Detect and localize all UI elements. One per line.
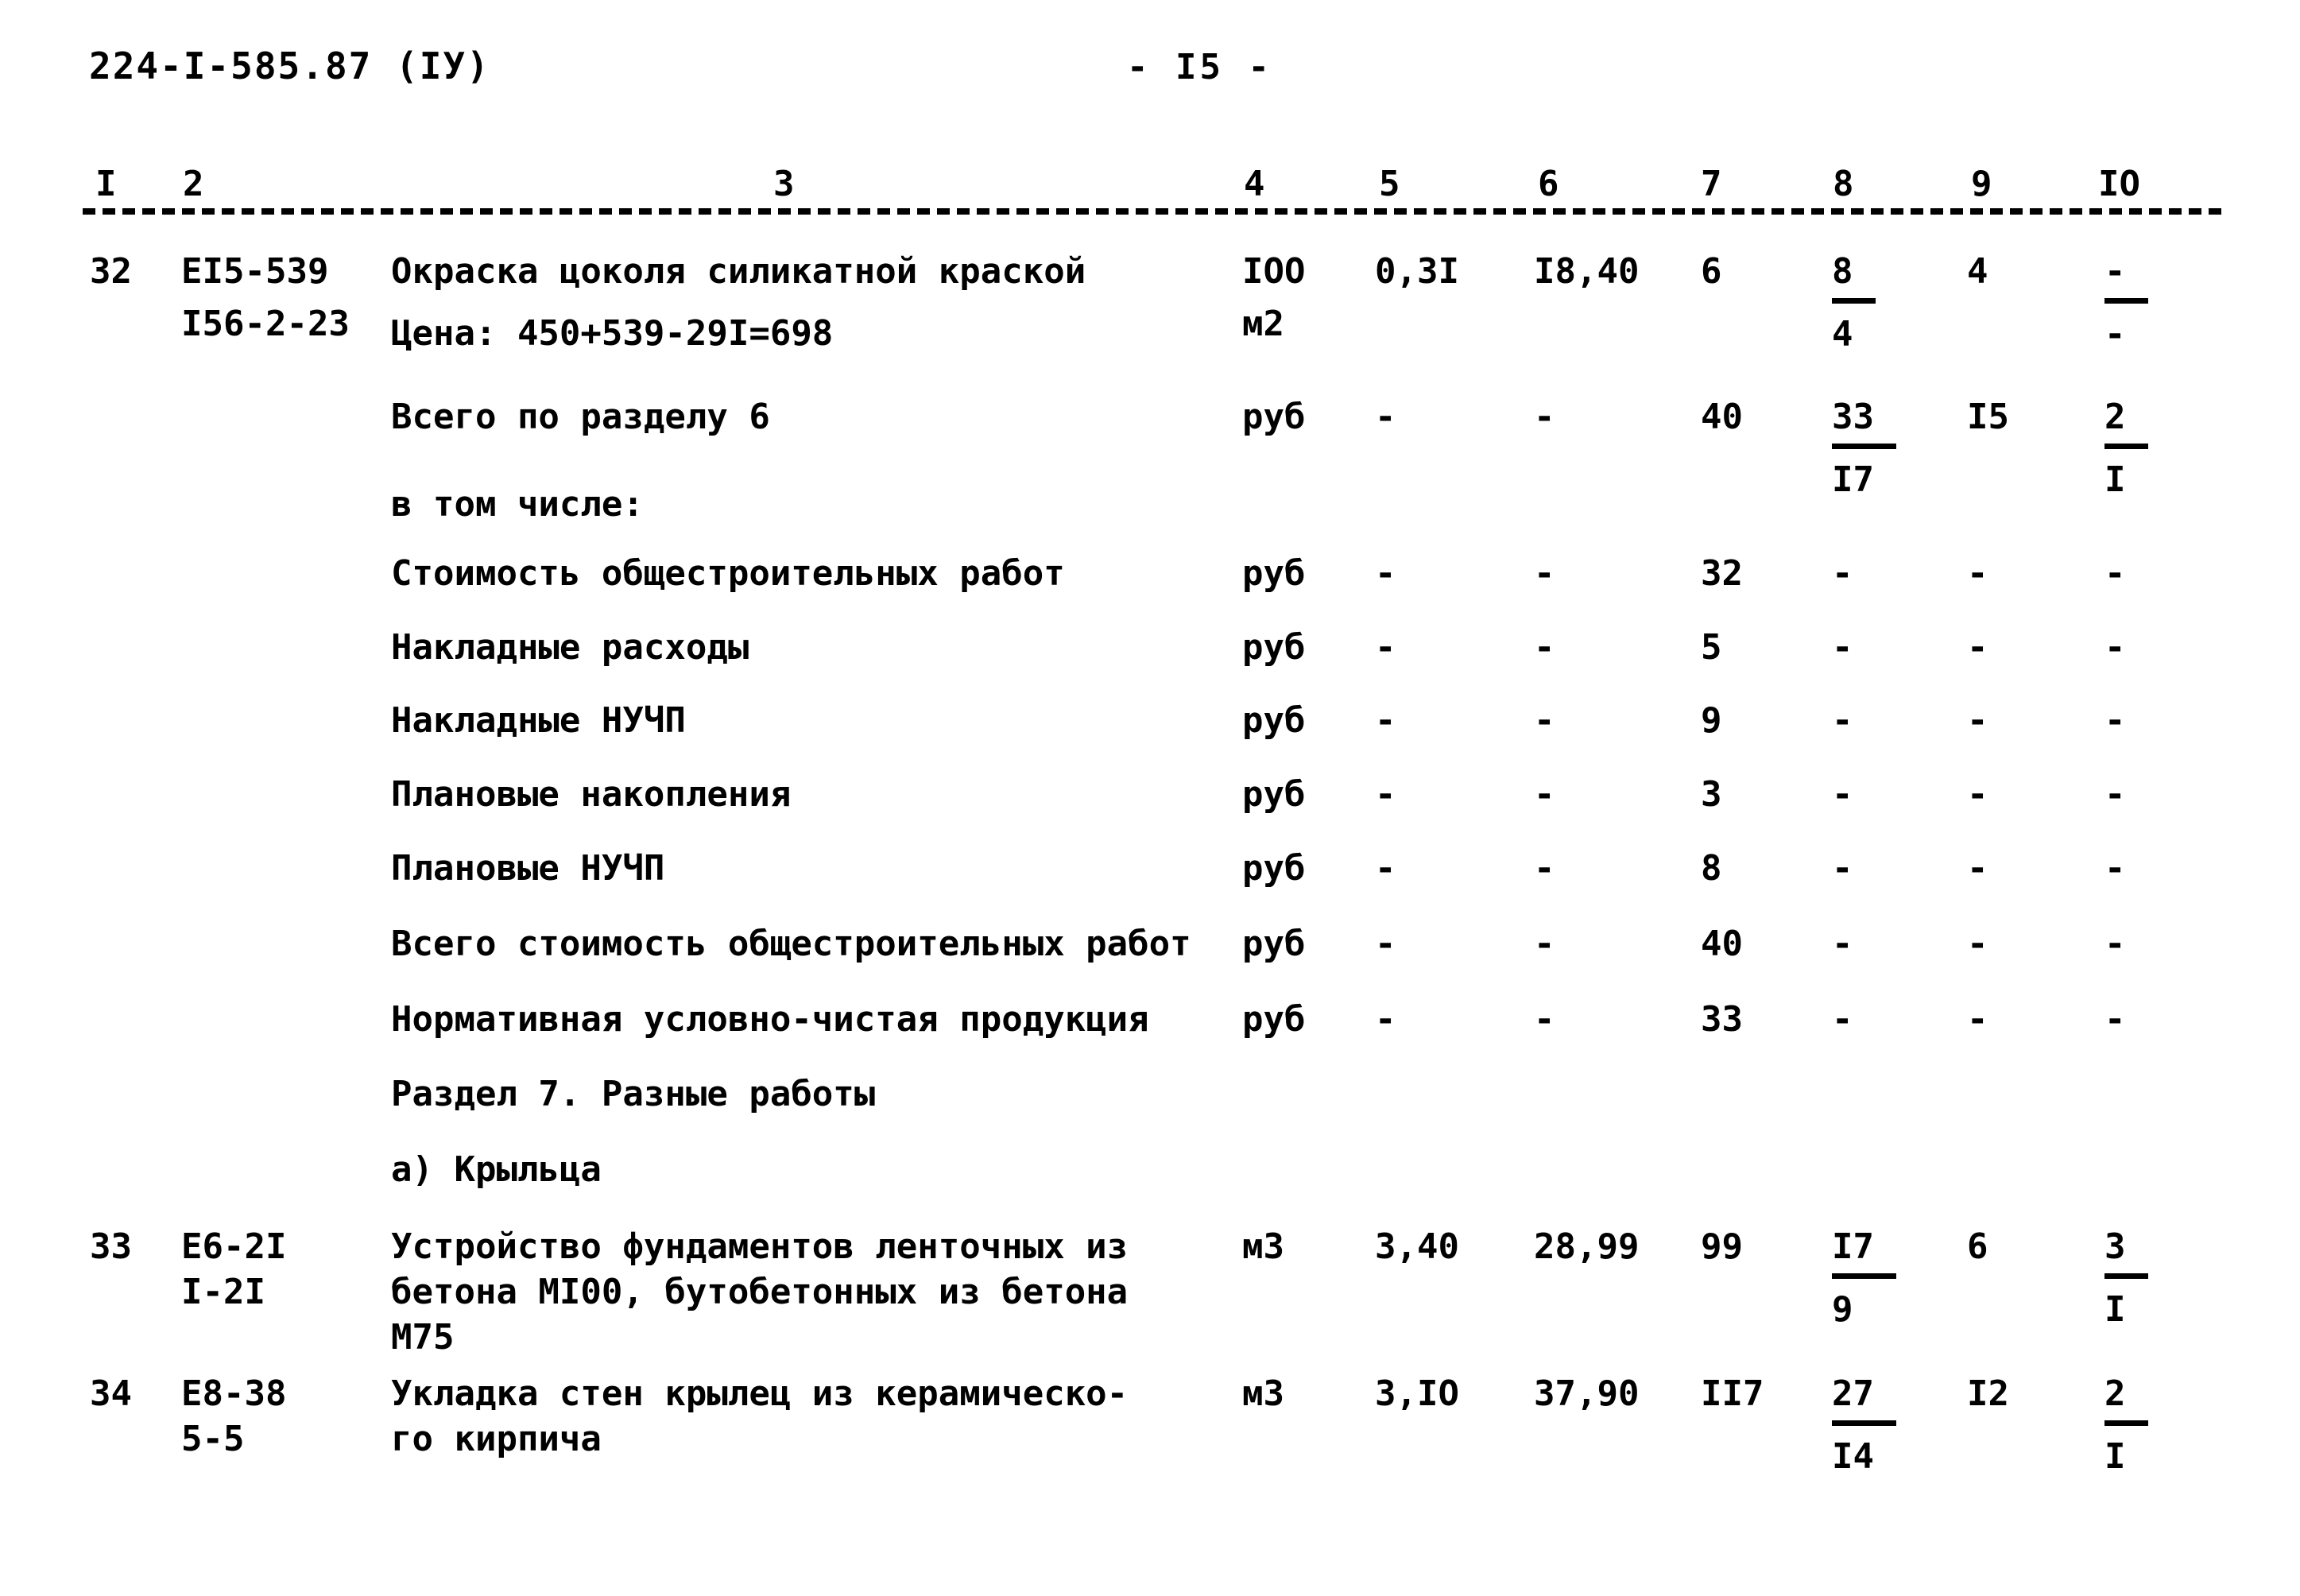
fraction-numerator: 33 (1832, 396, 1896, 449)
cell-col5: - (1375, 774, 1396, 815)
unit-line1: руб (1242, 999, 1306, 1040)
work-code-line2: I-2I (181, 1272, 265, 1312)
cell-col6: - (1534, 553, 1555, 594)
cell-col10-fraction (2104, 396, 2148, 502)
cell-col9: - (1967, 774, 1988, 815)
fraction-denominator: 9 (1832, 1289, 1853, 1330)
work-code-line1: Е8-38 (181, 1373, 287, 1414)
work-description-line2: бетона МI00, бутобетонных из бетона (391, 1272, 1129, 1312)
cell-col9: 6 (1967, 1226, 1988, 1267)
cell-col9: - (1967, 999, 1988, 1040)
column-header-7: 7 (1701, 164, 1722, 204)
cell-col7: 6 (1701, 251, 1722, 292)
cell-col8-fraction (1832, 250, 1876, 356)
fraction-denominator: I (2104, 459, 2126, 500)
cell-col8: - (1832, 924, 1853, 964)
fraction-numerator: I7 (1832, 1226, 1896, 1279)
cell-col6: 37,90 (1534, 1373, 1640, 1414)
fraction-denominator: I4 (1832, 1436, 1874, 1477)
cell-col6: - (1534, 924, 1555, 964)
cell-col10: - (2104, 627, 2126, 668)
cell-col10-fraction (2104, 250, 2148, 356)
header-dashed-rule (83, 208, 2222, 215)
column-header-3: 3 (773, 164, 795, 204)
cell-col5: 3,40 (1375, 1226, 1459, 1267)
cell-col6: - (1534, 999, 1555, 1040)
cell-col9: - (1967, 924, 1988, 964)
fraction-denominator: - (2104, 314, 2126, 354)
summary-label: Накладные расходы (391, 627, 749, 668)
row-number: 34 (90, 1373, 132, 1414)
work-description-line1: Окраска цоколя силикатной краской (391, 251, 1086, 292)
work-description-line3: М75 (391, 1317, 455, 1358)
fraction-denominator: 4 (1832, 314, 1853, 354)
summary-label: Всего стоимость общестроительных работ (391, 924, 1191, 964)
cell-col7: 9 (1701, 700, 1722, 741)
cell-col7: 8 (1701, 848, 1722, 889)
unit-line2: м2 (1242, 304, 1284, 344)
summary-label: Всего по разделу 6 (391, 397, 770, 437)
unit-line1: руб (1242, 774, 1306, 815)
cell-col8: - (1832, 999, 1853, 1040)
column-header-1: I (95, 164, 117, 204)
cell-col5: - (1375, 397, 1396, 437)
cell-col8-fraction (1832, 396, 1896, 502)
cell-col8: - (1832, 627, 1853, 668)
row-number: 33 (90, 1226, 132, 1267)
fraction-numerator: 2 (2104, 396, 2148, 449)
cell-col8: - (1832, 700, 1853, 741)
cell-col9: - (1967, 627, 1988, 668)
fraction-numerator: 3 (2104, 1226, 2148, 1279)
unit-line1: руб (1242, 397, 1306, 437)
cell-col6: - (1534, 700, 1555, 741)
cell-col9: I2 (1967, 1373, 2009, 1414)
work-code-line2: 5-5 (181, 1419, 245, 1459)
cell-col10: - (2104, 553, 2126, 594)
cell-col8-fraction (1832, 1373, 1896, 1478)
document-number: 224-I-585.87 (IУ) (89, 45, 490, 87)
unit-line1: м3 (1242, 1373, 1284, 1414)
fraction-numerator: 8 (1832, 250, 1876, 304)
cell-col5: - (1375, 700, 1396, 741)
cell-col6: - (1534, 397, 1555, 437)
work-code-line1: Е6-2I (181, 1226, 287, 1267)
cell-col5: - (1375, 553, 1396, 594)
fraction-denominator: I (2104, 1289, 2126, 1330)
work-description-line1: Устройство фундаментов ленточных из (391, 1226, 1129, 1267)
cell-col9: - (1967, 848, 1988, 889)
cell-col6: - (1534, 627, 1555, 668)
column-header-5: 5 (1379, 164, 1400, 204)
summary-label: Накладные НУЧП (391, 700, 686, 741)
cell-col8: - (1832, 848, 1853, 889)
unit-line1: м3 (1242, 1226, 1284, 1267)
cell-col6: I8,40 (1534, 251, 1640, 292)
fraction-denominator: I7 (1832, 459, 1874, 500)
unit-line1: IOO (1242, 251, 1306, 292)
cell-col9: - (1967, 700, 1988, 741)
cell-col5: - (1375, 627, 1396, 668)
work-description-line1: Укладка стен крылец из керамическо- (391, 1373, 1129, 1414)
unit-line1: руб (1242, 848, 1306, 889)
cell-col5: 0,3I (1375, 251, 1459, 292)
unit-line1: руб (1242, 924, 1306, 964)
cell-col5: - (1375, 999, 1396, 1040)
cell-col7: 3 (1701, 774, 1722, 815)
cell-col10: - (2104, 774, 2126, 815)
cell-col9: I5 (1967, 397, 2009, 437)
cell-col7: 40 (1701, 397, 1743, 437)
cell-col7: 5 (1701, 627, 1722, 668)
cell-col10-fraction (2104, 1226, 2148, 1331)
summary-label: Стоимость общестроительных работ (391, 553, 1065, 594)
cell-col9: - (1967, 553, 1988, 594)
fraction-numerator: 2 (2104, 1373, 2148, 1426)
work-code-line2: I56-2-23 (181, 304, 350, 344)
fraction-denominator: I (2104, 1436, 2126, 1477)
cell-col8-fraction (1832, 1226, 1896, 1331)
subsection-title: а) Крыльца (391, 1149, 602, 1190)
cell-col7: 33 (1701, 999, 1743, 1040)
work-description-line2: Цена: 450+539-29I=698 (391, 313, 834, 354)
cell-col5: 3,IO (1375, 1373, 1459, 1414)
summary-label: Плановые накопления (391, 774, 792, 815)
work-code-line1: ЕI5-539 (181, 251, 329, 292)
cell-col6: - (1534, 848, 1555, 889)
cell-col9: 4 (1967, 251, 1988, 292)
column-header-8: 8 (1833, 164, 1854, 204)
fraction-numerator: - (2104, 250, 2148, 304)
column-header-10: IO (2098, 164, 2140, 204)
cell-col5: - (1375, 848, 1396, 889)
cell-col5: - (1375, 924, 1396, 964)
cell-col10: - (2104, 848, 2126, 889)
row-number: 32 (90, 251, 132, 292)
cell-col10: - (2104, 999, 2126, 1040)
summary-label: Плановые НУЧП (391, 848, 665, 889)
section-label: в том числе: (391, 484, 644, 525)
summary-label: Нормативная условно-чистая продукция (391, 999, 1149, 1040)
section-title: Раздел 7. Разные работы (391, 1074, 876, 1114)
column-header-4: 4 (1244, 164, 1265, 204)
cell-col7: 32 (1701, 553, 1743, 594)
column-header-6: 6 (1538, 164, 1559, 204)
cell-col8: - (1832, 553, 1853, 594)
column-header-2: 2 (183, 164, 204, 204)
unit-line1: руб (1242, 553, 1306, 594)
cell-col8: - (1832, 774, 1853, 815)
cell-col10-fraction (2104, 1373, 2148, 1478)
page-number: - I5 - (1127, 47, 1272, 87)
cell-col10: - (2104, 700, 2126, 741)
unit-line1: руб (1242, 627, 1306, 668)
cell-col7: 99 (1701, 1226, 1743, 1267)
fraction-numerator: 27 (1832, 1373, 1896, 1426)
unit-line1: руб (1242, 700, 1306, 741)
cell-col10: - (2104, 924, 2126, 964)
cell-col6: 28,99 (1534, 1226, 1640, 1267)
cell-col7: 40 (1701, 924, 1743, 964)
cell-col7: II7 (1701, 1373, 1764, 1414)
work-description-line2: го кирпича (391, 1419, 602, 1459)
cell-col6: - (1534, 774, 1555, 815)
column-header-9: 9 (1971, 164, 1992, 204)
